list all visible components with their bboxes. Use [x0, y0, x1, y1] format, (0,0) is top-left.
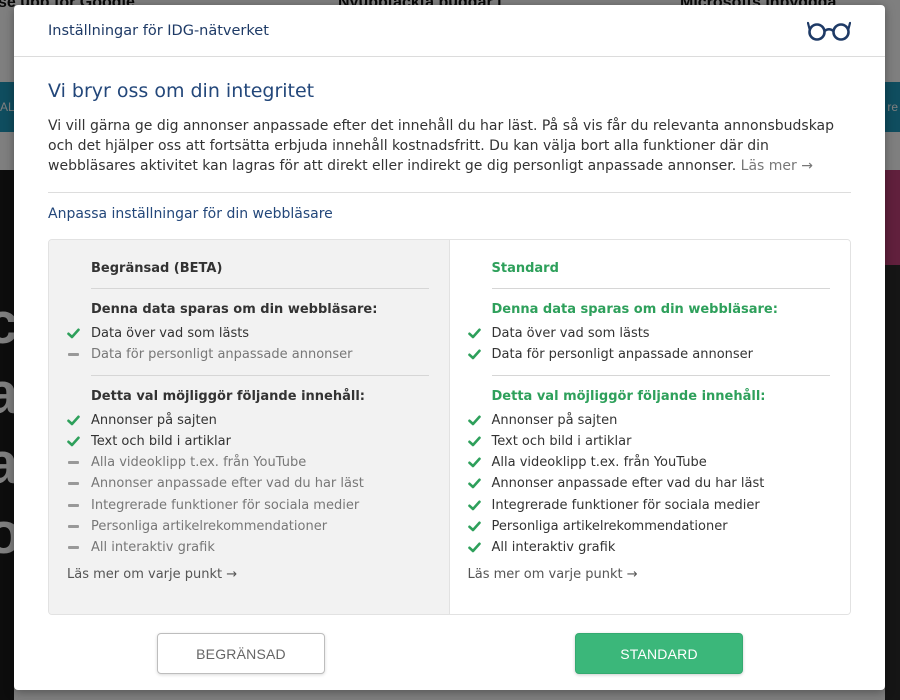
check-icon: [67, 415, 80, 426]
divider: [91, 288, 429, 289]
item-label: Annonser på sajten: [91, 412, 217, 428]
options-panel: [48, 239, 851, 615]
stored-data-title: Denna data sparas om din webbläsare:: [491, 302, 778, 317]
enabled-content-title: Detta val möjliggör följande innehåll:: [91, 389, 365, 404]
check-mark: [468, 521, 492, 532]
check-icon: [67, 436, 80, 447]
intro-text: [48, 116, 848, 176]
item-label: Data för personligt anpassade annonser: [91, 346, 353, 362]
check-mark: [468, 478, 492, 489]
item-label: Annonser på sajten: [491, 412, 618, 428]
dash-icon: [68, 482, 79, 485]
included-item: [468, 345, 754, 363]
check-icon: [468, 521, 481, 532]
check-icon: [468, 500, 481, 511]
excluded-item: [67, 539, 215, 557]
modal-header: [14, 5, 885, 57]
included-item: [468, 475, 765, 493]
check-icon: [468, 415, 481, 426]
item-label: Text och bild i artiklar: [91, 433, 231, 449]
excluded-item: [67, 518, 327, 536]
modal-title: Inställningar för IDG-nätverket: [48, 22, 269, 39]
dash-icon: [68, 353, 79, 356]
item-label: Data över vad som lästs: [91, 325, 250, 341]
check-mark: [468, 542, 492, 553]
check-icon: [468, 542, 481, 553]
item-label: Integrerade funktioner för sociala medier: [491, 497, 760, 513]
check-mark: [468, 500, 492, 511]
check-icon: [468, 436, 481, 447]
option-title: Begränsad (BETA): [91, 261, 223, 276]
check-icon: [468, 328, 481, 339]
option-standard[interactable]: [450, 240, 851, 614]
dash-icon: [68, 461, 79, 464]
stored-data-title: Denna data sparas om din webbläsare:: [91, 302, 378, 317]
check-mark: [468, 328, 492, 339]
item-label: Annonser anpassade efter vad du har läst: [91, 476, 364, 492]
customize-title: Anpassa inställningar för din webbläsare: [48, 206, 333, 222]
check-mark: [67, 436, 91, 447]
limited-button[interactable]: BEGRÄNSAD: [157, 633, 325, 674]
check-mark: [468, 349, 492, 360]
check-mark: [67, 328, 91, 339]
dash-mark: [67, 353, 91, 356]
included-item: [468, 518, 728, 536]
dash-mark: [67, 546, 91, 549]
item-label: All interaktiv grafik: [91, 540, 215, 556]
included-item: [468, 496, 760, 514]
intro-paragraph: Vi vill gärna ge dig annonser anpassade efter det innehåll du har läst. På så vis får du relevanta annonsbudskap och det hjälper oss att fortsätta erbjuda innehåll kostnadsfritt. Du kan välja bort alla funktioner där din webbläsares aktivitet kan lagras för att direkt eller indirekt ge dig personligt anpassade annonser.: [48, 118, 835, 174]
item-label: Text och bild i artiklar: [491, 433, 632, 449]
divider: [48, 192, 851, 193]
item-label: Personliga artikelrekommendationer: [91, 519, 328, 534]
excluded-item: [67, 475, 364, 493]
standard-button[interactable]: STANDARD: [575, 633, 743, 674]
included-item: [468, 454, 707, 472]
dash-mark: [67, 525, 91, 528]
glasses-icon: [807, 20, 851, 42]
included-item: [468, 411, 618, 429]
privacy-settings-modal: [14, 5, 885, 690]
dash-mark: [67, 482, 91, 485]
read-more-points-link[interactable]: Läs mer om varje punkt →: [67, 567, 238, 582]
check-mark: [468, 415, 492, 426]
check-icon: [468, 349, 481, 360]
divider: [492, 288, 831, 289]
check-icon: [468, 457, 481, 468]
included-item: [67, 432, 231, 450]
excluded-item: [67, 345, 353, 363]
check-mark: [67, 415, 91, 426]
included-item: [468, 539, 616, 557]
dash-icon: [68, 546, 79, 549]
check-icon: [67, 328, 80, 339]
check-icon: [468, 478, 481, 489]
item-label: Alla videoklipp t.ex. från YouTube: [491, 455, 707, 471]
item-label: Alla videoklipp t.ex. från YouTube: [91, 455, 307, 471]
included-item: [468, 432, 632, 450]
item-label: Integrerade funktioner för sociala medier: [91, 497, 360, 513]
item-label: Annonser anpassade efter vad du har läst: [491, 476, 765, 492]
option-limited[interactable]: [49, 240, 450, 614]
check-mark: [468, 457, 492, 468]
dash-mark: [67, 461, 91, 464]
item-label: All interaktiv grafik: [491, 540, 616, 556]
included-item: [67, 411, 217, 429]
intro-title: Vi bryr oss om din integritet: [48, 80, 315, 102]
dash-icon: [68, 504, 79, 507]
divider: [91, 375, 429, 376]
excluded-item: [67, 454, 306, 472]
option-title: Standard: [491, 261, 559, 276]
included-item: [67, 324, 249, 342]
item-label: Data för personligt anpassade annonser: [491, 346, 754, 362]
included-item: [468, 324, 650, 342]
check-mark: [468, 436, 492, 447]
dash-icon: [68, 525, 79, 528]
excluded-item: [67, 496, 359, 514]
divider: [492, 375, 831, 376]
dash-mark: [67, 504, 91, 507]
item-label: Data över vad som lästs: [491, 325, 650, 341]
enabled-content-title: Detta val möjliggör följande innehåll:: [491, 389, 766, 404]
item-label: Personliga artikelrekommendationer: [491, 519, 728, 534]
read-more-points-link[interactable]: Läs mer om varje punkt →: [467, 567, 638, 582]
read-more-link[interactable]: Läs mer →: [740, 158, 813, 174]
